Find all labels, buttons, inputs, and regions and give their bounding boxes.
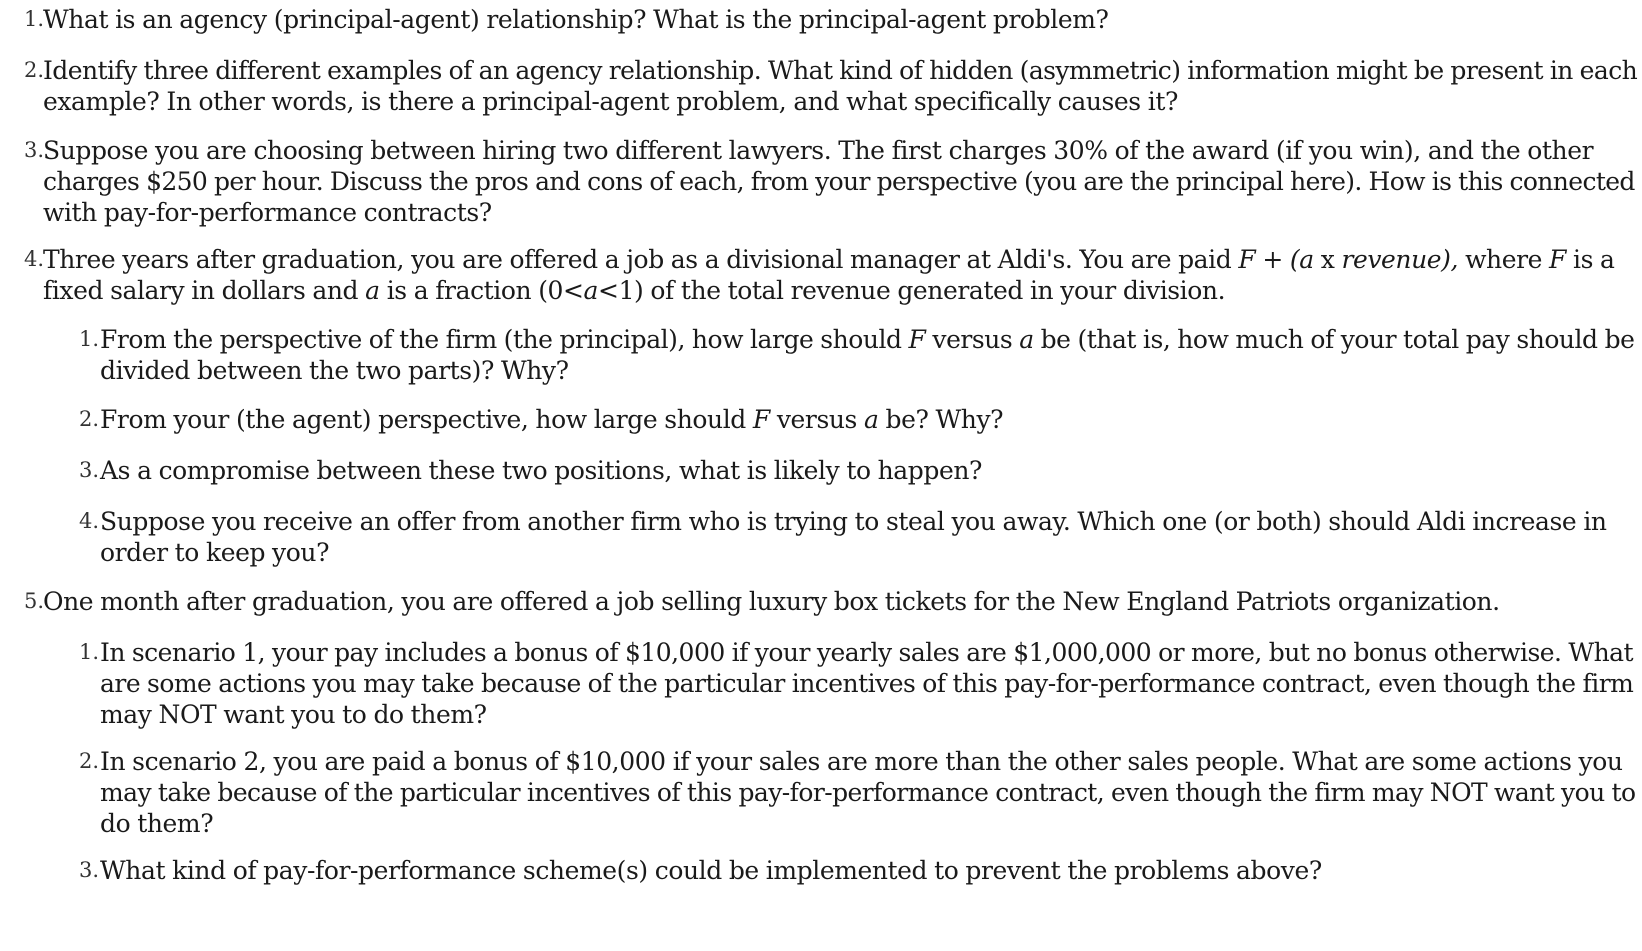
text-run: versus: [769, 405, 864, 434]
question-line: As a compromise between these two positions, what is likely to happen?: [100, 456, 982, 485]
text-run: be? Why?: [878, 405, 1004, 434]
variable-a: a: [365, 276, 380, 305]
sub-question-number: 3.: [78, 458, 99, 482]
sub-question-text: [100, 506, 1638, 568]
text-run: From your (the agent) perspective, how large should: [100, 405, 753, 434]
question-line: One month after graduation, you are offered a job selling luxury box tickets for the New England Patriots organization.: [43, 587, 1500, 616]
text-run: is a: [1565, 245, 1615, 274]
variable-F: F: [1238, 245, 1256, 274]
text-run: is a fraction (0<: [379, 276, 584, 305]
question-line: In scenario 2, you are paid a bonus of $10,000 if your sales are more than the other sales people. What are some actions you: [100, 747, 1623, 776]
text-run: x: [1313, 245, 1342, 274]
text-run: versus: [925, 325, 1020, 354]
variable-a: a: [583, 276, 599, 305]
formula-part: revenue),: [1341, 245, 1459, 274]
sub-question-text: [100, 455, 1638, 486]
question-text: [43, 586, 1638, 617]
variable-F: F: [1549, 245, 1566, 274]
sub-question-number: 3.: [78, 858, 99, 882]
sub-question-number: 1.: [78, 327, 99, 351]
sub-question-text: [100, 404, 1638, 435]
sub-question-text: [100, 855, 1638, 886]
question-line: [100, 404, 1638, 435]
question-number: 2.: [23, 58, 44, 82]
formula-part: (a: [1289, 245, 1314, 274]
question-line: charges $250 per hour. Discuss the pros and cons of each, from your perspective (you are the principal here). How is this connected: [43, 167, 1635, 196]
question-line: Identify three different examples of an agency relationship. What kind of hidden (asymmetric) information might be present in each: [43, 56, 1638, 85]
text-run: <1) of the total revenue generated in your division.: [598, 276, 1226, 305]
question-line: [43, 244, 1638, 275]
question-line: are some actions you may take because of the particular incentives of this pay-for-performance contract, even though the firm: [100, 669, 1634, 698]
sub-question-number: 2.: [78, 407, 99, 431]
variable-a: a: [1019, 325, 1034, 354]
question-number: 4.: [23, 247, 44, 271]
sub-question-number: 4.: [78, 509, 99, 533]
question-line: example? In other words, is there a principal-agent problem, and what specifically causes it?: [43, 87, 1178, 116]
question-number: 5.: [23, 589, 44, 613]
sub-question-number: 2.: [78, 749, 99, 773]
variable-a: a: [864, 405, 879, 434]
question-line: may NOT want you to do them?: [100, 700, 487, 729]
sub-question-number: 1.: [78, 640, 99, 664]
question-number: 1.: [23, 7, 44, 31]
question-number: 3.: [23, 138, 44, 162]
text-run: fixed salary in dollars and: [43, 276, 366, 305]
question-text: [43, 244, 1638, 306]
text-run: From the perspective of the firm (the principal), how large should: [100, 325, 909, 354]
question-line: What kind of pay-for-performance scheme(s) could be implemented to prevent the problems above?: [100, 856, 1322, 885]
question-line: divided between the two parts)? Why?: [100, 356, 569, 385]
question-text: [43, 4, 1638, 35]
text-run: Three years after graduation, you are offered a job as a divisional manager at Aldi's. You are paid: [43, 245, 1239, 274]
text-run: +: [1255, 245, 1290, 274]
question-line: may take because of the particular incentives of this pay-for-performance contract, even though the firm may NOT want you to: [100, 778, 1636, 807]
text-run: where: [1458, 245, 1550, 274]
sub-question-text: [100, 746, 1638, 839]
question-text: [43, 135, 1638, 228]
question-line: order to keep you?: [100, 538, 330, 567]
question-line: do them?: [100, 809, 214, 838]
question-line: Suppose you receive an offer from another firm who is trying to steal you away. Which one (or both) should Aldi increase in: [100, 507, 1607, 536]
question-line: [100, 324, 1638, 355]
question-line: with pay-for-performance contracts?: [43, 198, 492, 227]
question-line: [43, 275, 1638, 306]
question-line: What is an agency (principal-agent) relationship? What is the principal-agent problem?: [43, 5, 1109, 34]
question-line: Suppose you are choosing between hiring two different lawyers. The first charges 30% of the award (if you win), and the other: [43, 136, 1594, 165]
text-run: be (that is, how much of your total pay should be: [1033, 325, 1635, 354]
sub-question-text: [100, 637, 1638, 730]
variable-F: F: [908, 325, 926, 354]
question-line: In scenario 1, your pay includes a bonus of $10,000 if your yearly sales are $1,000,000 or more, but no bonus otherwise. What: [100, 638, 1634, 667]
variable-F: F: [752, 405, 770, 434]
sub-question-text: [100, 324, 1638, 386]
question-text: [43, 55, 1638, 117]
